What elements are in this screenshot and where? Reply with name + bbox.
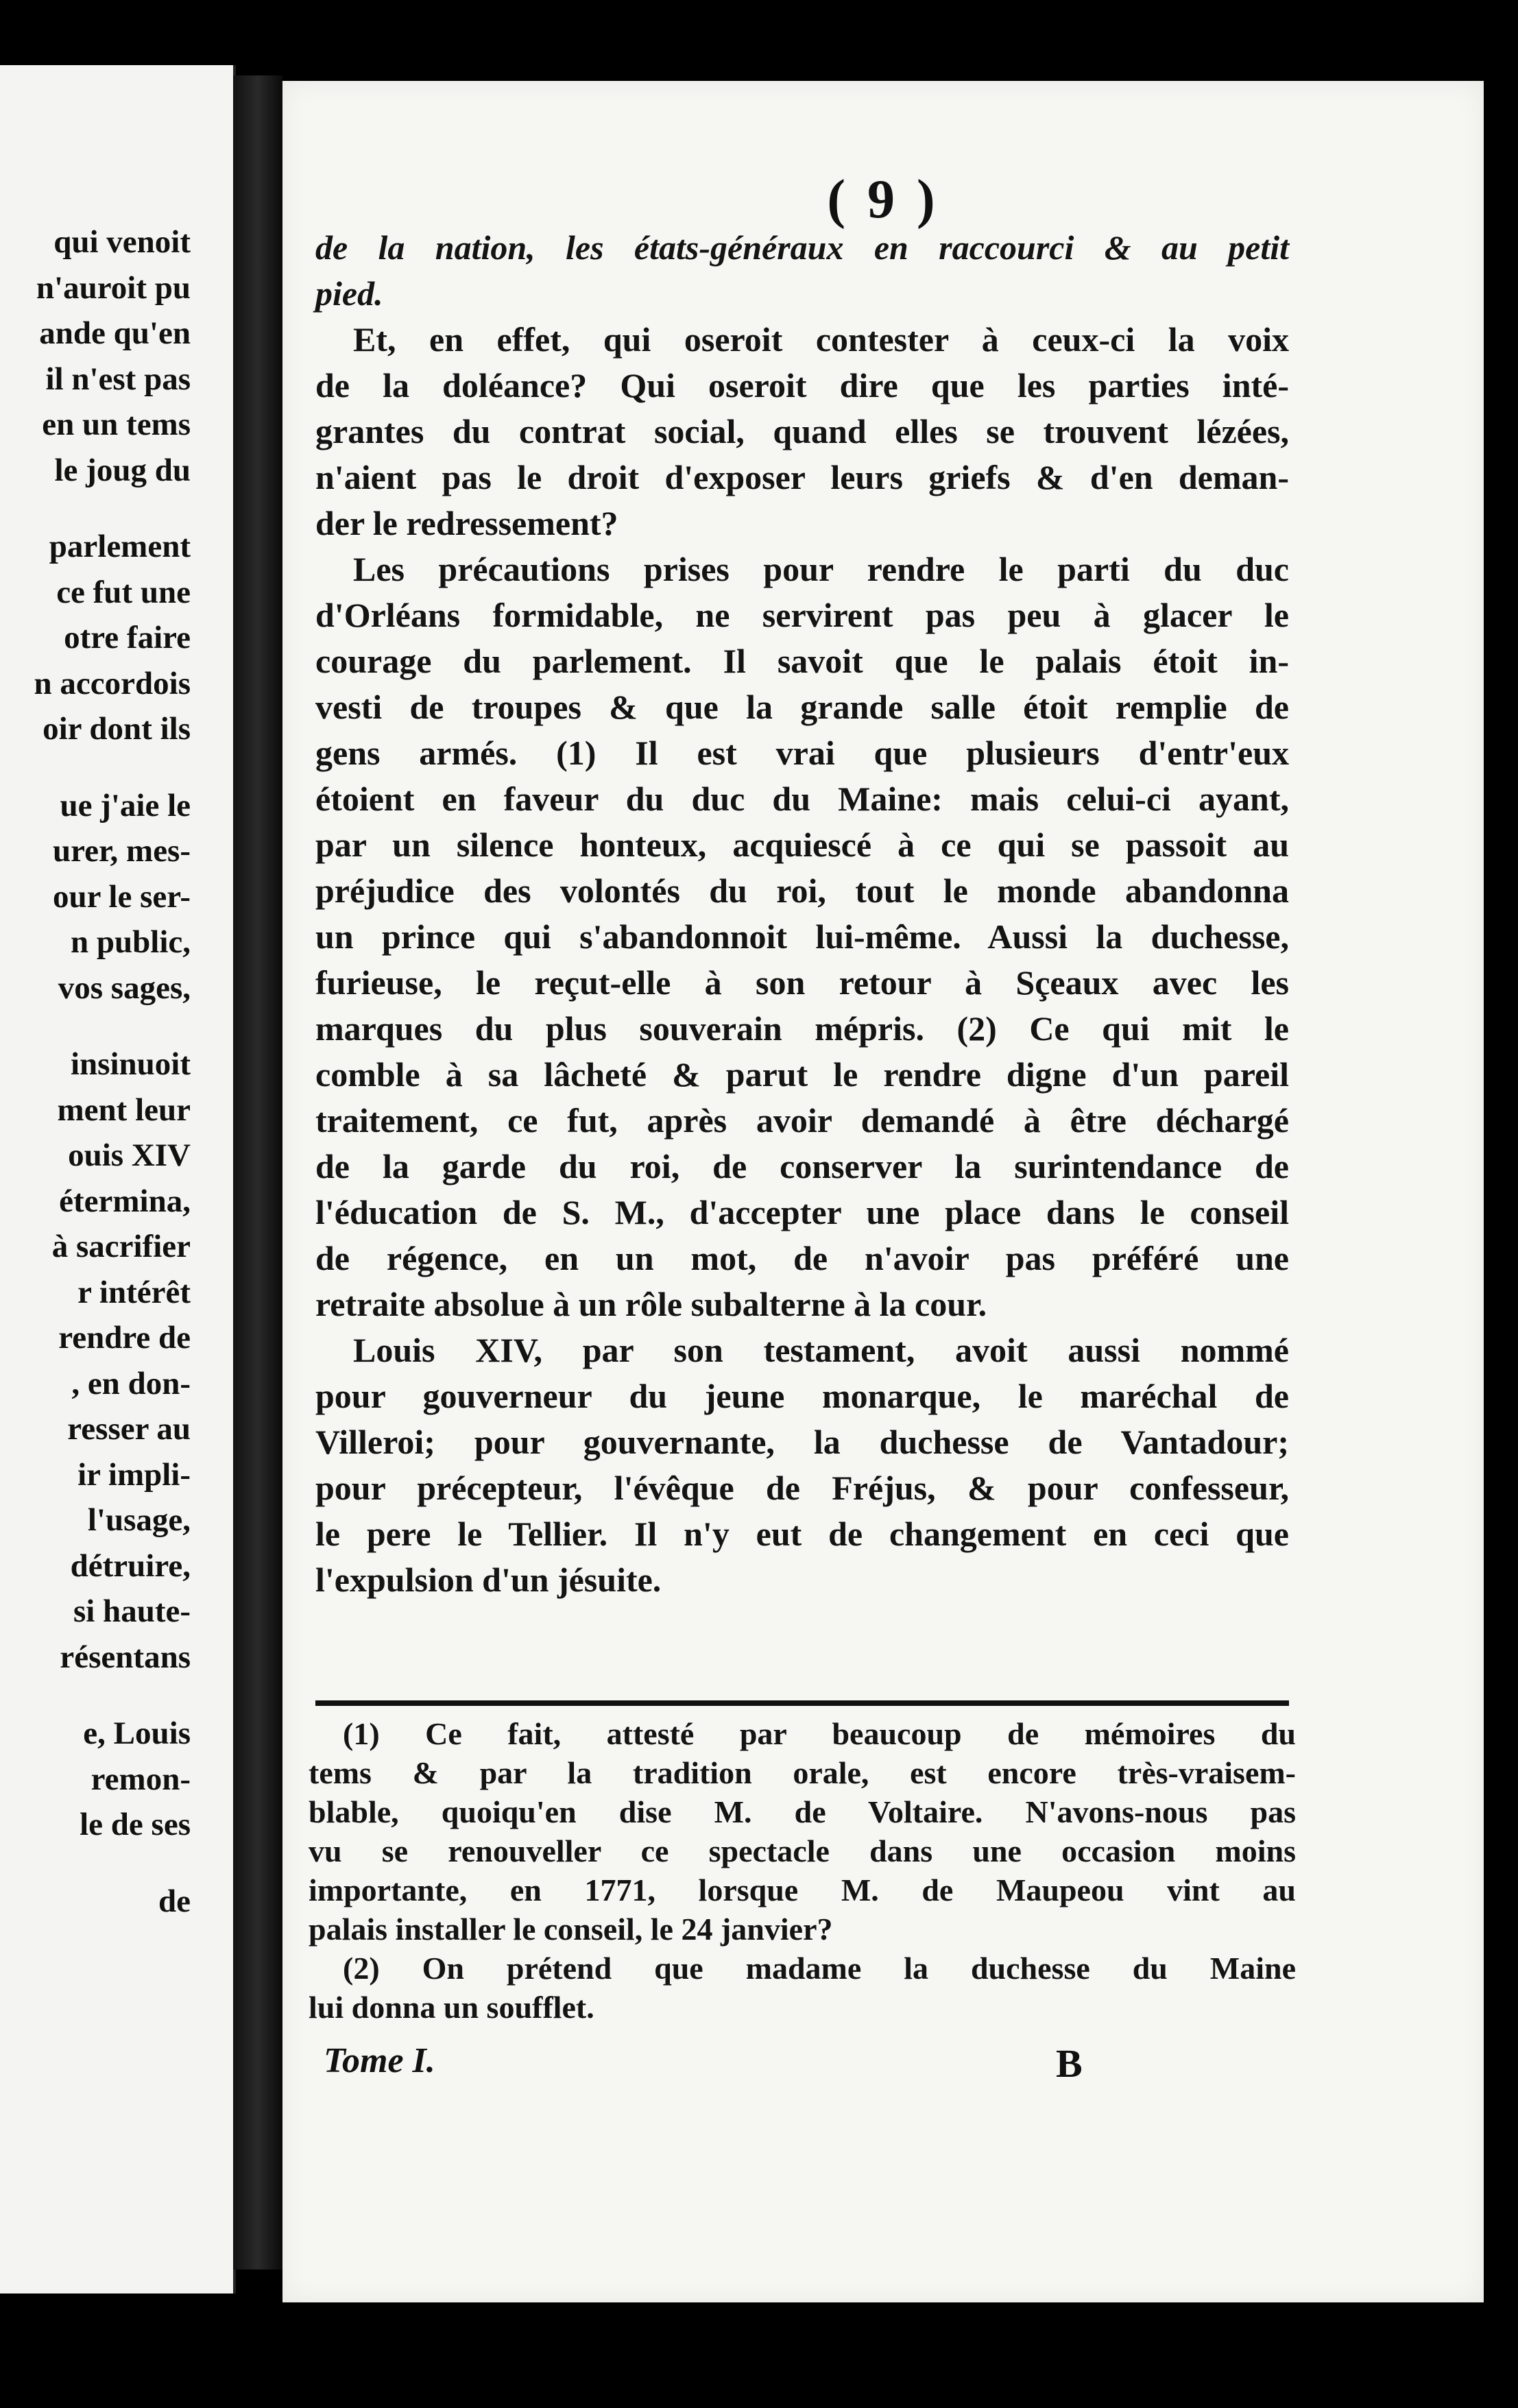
facing-page-line: vos sages,	[58, 970, 191, 1006]
facing-page-line: l'usage,	[87, 1502, 191, 1538]
body-line: préjudice des volontés du roi, tout le monde abandonna	[315, 871, 1289, 910]
book-gutter	[233, 75, 282, 2269]
facing-page-line: r intérêt	[77, 1274, 191, 1310]
body-line: pour gouverneur du jeune monarque, le maréchal de	[315, 1377, 1289, 1415]
facing-page-line: parlement	[49, 529, 191, 564]
facing-page-line	[0, 1848, 191, 1879]
body-line: l'expulsion d'un jésuite.	[315, 1561, 662, 1599]
body-line: le pere le Tellier. Il n'y eut de changement en ceci que	[315, 1515, 1289, 1553]
body-line: furieuse, le reçut-elle à son retour à Sçeaux avec les	[315, 963, 1289, 1002]
footnote-line: vu se renouveller ce spectacle dans une occasion moins	[309, 1833, 1296, 1868]
body-line: Et, en effet, qui oseroit contester à ceux-ci la voix	[353, 320, 1289, 359]
body-line: de la doléance? Qui oseroit dire que les parties inté-	[315, 366, 1289, 405]
body-text	[315, 225, 1289, 1603]
body-line: marques du plus souverain mépris. (2) Ce qui mit le	[315, 1009, 1289, 1048]
facing-page-line: e, Louis	[83, 1715, 191, 1751]
body-line: pour précepteur, l'évêque de Fréjus, & pour confesseur,	[315, 1469, 1289, 1507]
facing-page-line	[0, 493, 191, 524]
footnote-line: blable, quoiqu'en dise M. de Voltaire. N'avons-nous pas	[309, 1794, 1296, 1829]
facing-page-line: rendre de	[58, 1320, 191, 1356]
facing-page-line: résentans	[60, 1639, 191, 1675]
body-line: l'éducation de S. M., d'accepter une place dans le conseil	[315, 1193, 1289, 1231]
body-line: courage du parlement. Il savoit que le palais étoit in-	[315, 642, 1289, 680]
facing-page-line: il n'est pas	[45, 361, 191, 397]
footnote-line: lui donna un soufflet.	[309, 1990, 594, 2025]
body-line: Les précautions prises pour rendre le parti du duc	[353, 550, 1289, 588]
body-line: de régence, en un mot, de n'avoir pas préféré une	[315, 1239, 1289, 1277]
body-line: étoient en faveur du duc du Maine: mais celui-ci ayant,	[315, 780, 1289, 818]
body-line: Louis XIV, par son testament, avoit aussi nommé	[353, 1331, 1289, 1369]
facing-page-line: ande qu'en	[39, 315, 191, 351]
footnote-rule	[315, 1700, 1289, 1706]
body-line: gens armés. (1) Il est vrai que plusieurs d'entr'eux	[315, 734, 1289, 772]
body-line: retraite absolue à un rôle subalterne à la cour.	[315, 1285, 987, 1323]
body-line: vesti de troupes & que la grande salle étoit remplie de	[315, 688, 1289, 726]
facing-page-line: remon-	[91, 1761, 191, 1797]
body-line: grantes du contrat social, quand elles se trouvent lézées,	[315, 412, 1289, 450]
footnote-line: (1) Ce fait, attesté par beaucoup de mémoires du	[343, 1716, 1296, 1751]
footnote-line: importante, en 1771, lorsque M. de Maupeou vint au	[309, 1873, 1296, 1907]
facing-page-line: étermina,	[59, 1183, 191, 1219]
facing-page-line: ouis XIV	[68, 1137, 191, 1173]
facing-page-line	[0, 1680, 191, 1711]
facing-page-line: le de ses	[80, 1807, 191, 1842]
body-line: n'aient pas le droit d'exposer leurs griefs & d'en deman-	[315, 458, 1289, 496]
footnote-line: tems & par la tradition orale, est encore très-vraisem-	[309, 1755, 1296, 1790]
facing-page-line: n public,	[70, 924, 191, 960]
body-line: comble à sa lâcheté & parut le rendre digne d'un pareil	[315, 1055, 1289, 1094]
facing-page-line: otre faire	[64, 620, 191, 655]
facing-page-line: ce fut une	[56, 574, 191, 610]
facing-page-line: ir impli-	[77, 1456, 191, 1493]
facing-page-line: en un tems	[42, 407, 191, 442]
body-line: de la nation, les états-généraux en raccourci & au petit	[315, 228, 1289, 267]
body-line: de la garde du roi, de conserver la surintendance de	[315, 1147, 1289, 1185]
facing-page-line: détruire,	[70, 1548, 191, 1584]
page-number: ( 9 )	[827, 169, 939, 230]
facing-page-left	[0, 65, 236, 2293]
footnote-line: palais installer le conseil, le 24 janvier?	[309, 1912, 833, 1947]
body-line: un prince qui s'abandonnoit lui-même. Aussi la duchesse,	[315, 917, 1289, 956]
facing-page-line: à sacrifier	[51, 1229, 191, 1264]
facing-page-line	[0, 1011, 191, 1042]
facing-page-line: urer, mes-	[52, 833, 191, 869]
facing-page-text	[0, 219, 191, 1924]
body-line: pied.	[315, 274, 383, 313]
facing-page-line: ue j'aie le	[60, 787, 191, 823]
body-line: traitement, ce fut, après avoir demandé à être déchargé	[315, 1101, 1289, 1140]
facing-page-line: n'auroit pu	[36, 269, 191, 306]
footnotes	[309, 1714, 1296, 2027]
facing-page-line: si haute-	[73, 1593, 191, 1629]
facing-page-line: resser au	[67, 1411, 191, 1447]
facing-page-line: insinuoit	[70, 1046, 191, 1082]
footnote-line: (2) On prétend que madame la duchesse du Maine	[343, 1951, 1296, 1986]
facing-page-line: de	[158, 1883, 191, 1919]
page-right	[282, 81, 1484, 2302]
body-line: Villeroi; pour gouvernante, la duchesse de Vantadour;	[315, 1423, 1289, 1461]
facing-page-line: , en don-	[71, 1365, 191, 1401]
facing-page-line	[0, 752, 191, 783]
facing-page-line: our le ser-	[53, 878, 191, 915]
body-line: d'Orléans formidable, ne servirent pas peu à glacer le	[315, 596, 1289, 634]
signature-mark: Tome I.	[324, 2041, 435, 2080]
body-line: par un silence honteux, acquiescé à ce qui se passoit au	[315, 826, 1289, 864]
facing-page-line: oir dont ils	[43, 711, 191, 747]
body-line: der le redressement?	[315, 504, 618, 542]
signature-letter: B	[1056, 2041, 1083, 2086]
facing-page-line: ment leur	[57, 1092, 191, 1128]
facing-page-line: n accordois	[34, 665, 191, 701]
facing-page-line: le joug du	[54, 452, 191, 488]
facing-page-line: qui venoit	[53, 224, 191, 260]
